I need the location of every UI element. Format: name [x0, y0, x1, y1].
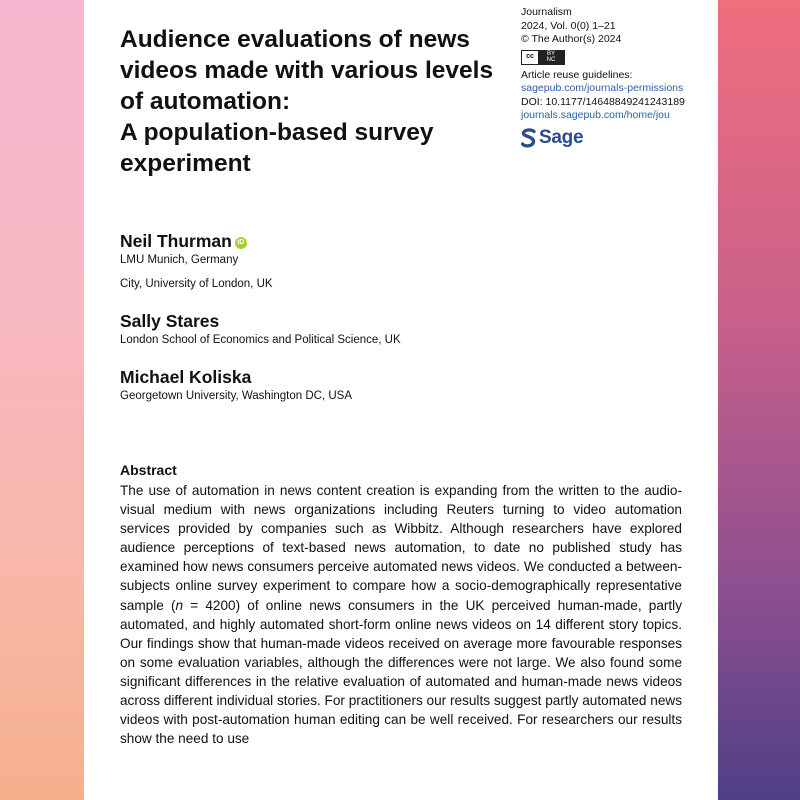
sage-s-icon [521, 128, 536, 148]
author-name: Michael Koliska [120, 367, 252, 387]
by-nc-icon [538, 51, 564, 64]
abstract-body [120, 481, 682, 748]
reuse-link[interactable]: sagepub.com/journals-permissions [521, 82, 684, 94]
abstract-heading: Abstract [120, 462, 177, 478]
author-block [120, 231, 273, 291]
title-line: A population-based survey [120, 119, 434, 146]
doi: DOI: 10.1177/14648849241243189 [521, 95, 685, 108]
cc-license-badge[interactable] [521, 50, 565, 65]
orcid-icon[interactable]: iD [235, 237, 247, 249]
copyright-notice: © The Author(s) 2024 [521, 33, 622, 45]
author-affiliation: London School of Economics and Political Science, UK [120, 334, 401, 346]
author-name: Neil Thurman [120, 231, 232, 251]
right-decorative-band [718, 0, 800, 800]
reuse-label: Article reuse guidelines: [521, 68, 633, 81]
author-block [120, 311, 401, 347]
journal-meta [521, 6, 711, 149]
title-line: experiment [120, 150, 251, 177]
sage-logo[interactable] [521, 127, 711, 149]
nc-label: NC [546, 57, 556, 63]
title-line: videos made with various levels [120, 57, 494, 84]
author-affiliation: City, University of London, UK [120, 278, 273, 290]
abstract-text: The use of automation in news content creation is expanding from the written to the audio-visual medium with news organizations including Reuters turning to video automation services provided by companies such as Wibbitz. Although researchers have explored audience perceptions of text-based news automation, to date no published study has examined how news consumers perceive automated news videos. We conducted a between-subjects online survey experiment to compare how a socio-demographically representative sample ( [120, 483, 682, 613]
journal-name: Journalism [521, 6, 572, 18]
left-decorative-band [0, 0, 84, 800]
volume-info: 2024, Vol. 0(0) 1–21 [521, 19, 616, 32]
author-block [120, 367, 352, 403]
abstract-text: = 4200) of online news consumers in the UK perceived human-made, partly automated, and highly automated short-form online news videos on 14 different story topics. Our findings show that human-made videos received on average more favourable responses on some evaluation variables, although the differences were not large. We also found some significant differences in the relative evaluation of automated and human-made news videos across different individual stories. For practitioners our results suggest partly automated news videos with post-automation human editing can be well received. For researchers our results show the need to use [120, 597, 683, 747]
title-line: of automation: [120, 88, 291, 115]
article-title [120, 24, 520, 179]
cc-icon: cc [522, 51, 538, 64]
sample-size-symbol: n [175, 597, 184, 613]
journal-link[interactable]: journals.sagepub.com/home/jou [521, 109, 670, 121]
author-affiliation: Georgetown University, Washington DC, USA [120, 390, 353, 402]
by-label: BY [546, 51, 555, 57]
sage-wordmark: Sage [539, 126, 584, 148]
author-name: Sally Stares [120, 311, 220, 331]
article-page [84, 0, 718, 800]
author-affiliation: LMU Munich, Germany [120, 254, 239, 266]
title-line: Audience evaluations of news [120, 26, 470, 53]
